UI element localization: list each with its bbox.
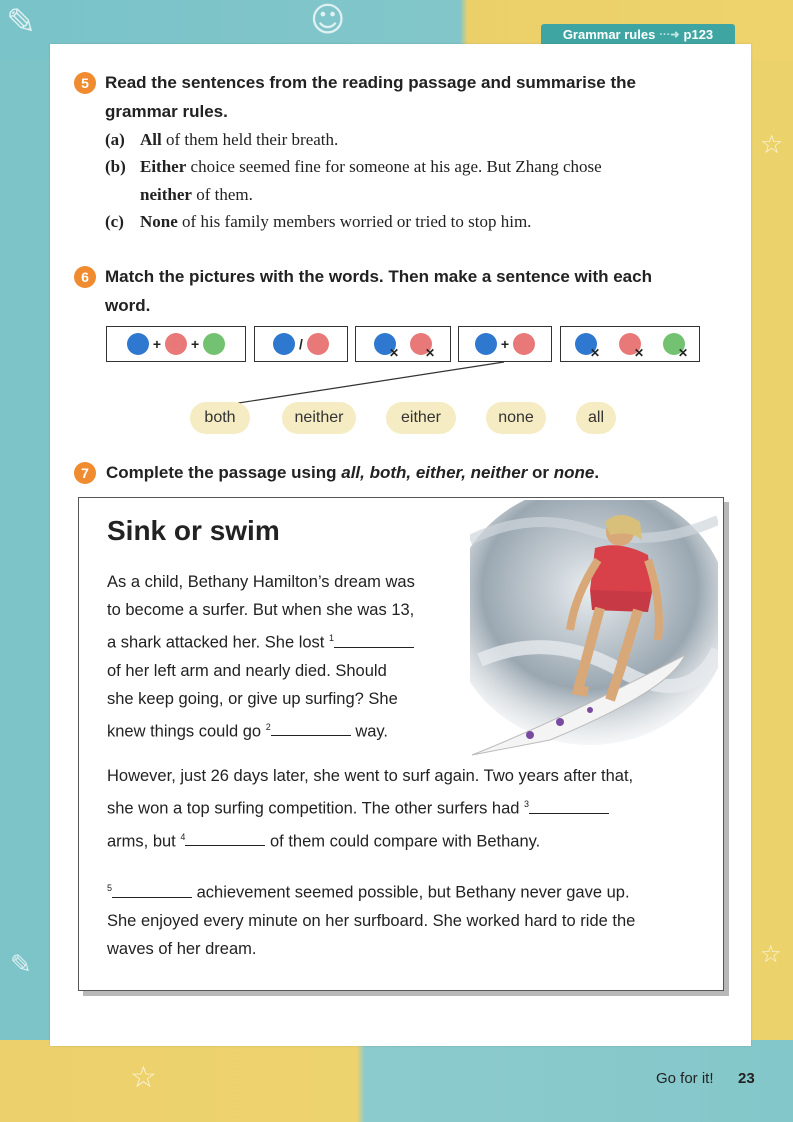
doodle-icon: ☆ <box>760 130 784 160</box>
q5-title-line2: grammar rules. <box>105 102 228 121</box>
blank-4[interactable] <box>185 827 265 846</box>
question-number-5: 5 <box>74 72 96 94</box>
cross-icon: ✕ <box>633 346 644 360</box>
cross-icon: ✕ <box>677 346 688 360</box>
cross-icon: ✕ <box>589 346 600 360</box>
passage-title: Sink or swim <box>107 515 280 546</box>
cross-icon: ✕ <box>424 346 435 360</box>
word-both[interactable]: both <box>190 402 250 434</box>
footer-book-title: Go for it! <box>656 1070 714 1087</box>
blank-2[interactable] <box>271 717 351 736</box>
surfer-photo <box>470 500 718 760</box>
word-all[interactable]: all <box>576 402 616 434</box>
doodle-icon: ☺ <box>310 0 346 40</box>
plus-sign: + <box>152 336 161 352</box>
passage-para3: $^5$ achievement seemed possible, but Bethany never gave up. She enjoyed every minute on her surfboard. She worked hard to ride the waves of her dream. <box>107 874 635 963</box>
word-either[interactable]: either <box>386 402 456 434</box>
q6-title-line2: word. <box>105 296 151 315</box>
doodle-icon: ✎ <box>6 2 37 43</box>
plus-sign: + <box>191 336 200 352</box>
plus-sign: + <box>500 336 510 352</box>
word-none[interactable]: none <box>486 402 546 434</box>
q5-title-line1: Read the sentences from the reading passage and summarise the <box>105 73 636 92</box>
page-reference: p123 <box>683 26 714 42</box>
q5-item-c: (c) None of his family members worried or tried to stop him. <box>105 212 532 231</box>
doodle-icon: ☆ <box>130 1060 157 1095</box>
doodle-icon: ✎ <box>10 950 32 980</box>
passage-para1: As a child, Bethany Hamilton’s dream was to become a surfer. But when she was 13, a shark attacked her. She lost $^1$ of her left arm and nearly died. Should she keep going, or give up surfing? She knew things could go $^2$ way. <box>107 573 415 740</box>
blank-1[interactable] <box>334 629 414 648</box>
arrow-icon: ···➜ <box>659 28 680 41</box>
doodle-icon: ☆ <box>760 940 782 968</box>
slash-sign: / <box>299 336 303 352</box>
q6-title-line1: Match the pictures with the words. Then make a sentence with each <box>105 267 652 286</box>
question-number-6: 6 <box>74 266 96 288</box>
footer-page-number: 23 <box>738 1070 755 1087</box>
question-number-7: 7 <box>74 462 96 484</box>
match-line <box>0 0 793 420</box>
grammar-rules-label: Grammar rules <box>562 26 656 42</box>
blank-5[interactable] <box>112 879 192 898</box>
cross-icon: ✕ <box>388 346 399 360</box>
word-neither[interactable]: neither <box>282 402 356 434</box>
q7-title: Complete the passage using all, both, either, neither or none. <box>106 463 600 482</box>
q5-item-b: (b) Either choice seemed fine for someone at his age. But Zhang chose neither of them. <box>105 157 602 204</box>
passage-para2: However, just 26 days later, she went to surf again. Two years after that, she won a top surfing competition. The other surfers had $^3$ arms, but $^4$ of them could compare with Bethany. <box>107 767 634 850</box>
q5-item-a: (a) All of them held their breath. <box>105 130 339 149</box>
blank-3[interactable] <box>529 795 609 814</box>
